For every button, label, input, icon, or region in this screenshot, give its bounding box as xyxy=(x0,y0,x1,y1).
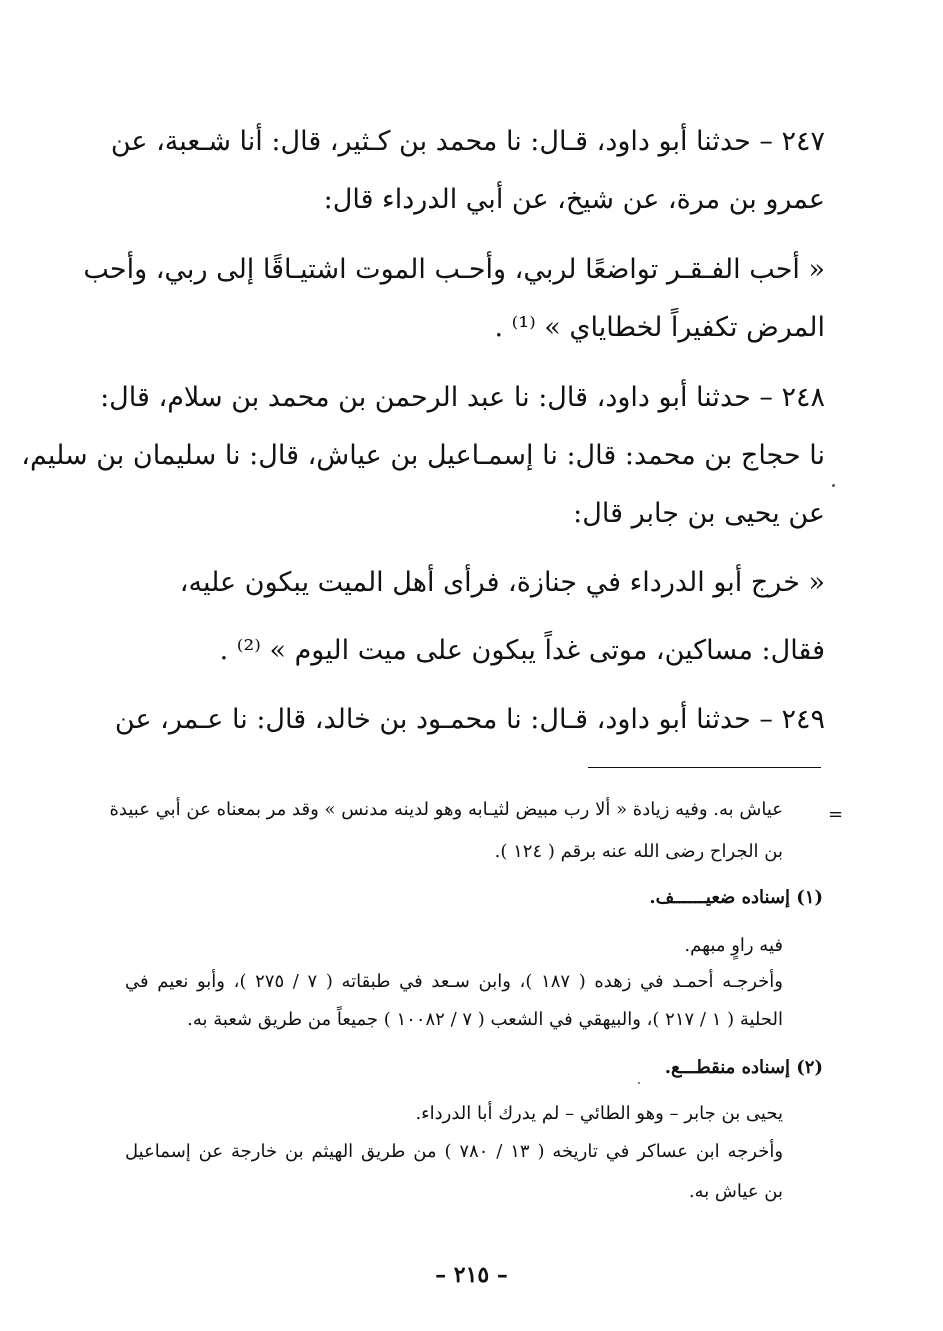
hadith-247-line-2: عمرو بن مرة، عن شيخ، عن أبي الدرداء قال: xyxy=(323,184,825,215)
footnote-2-line-3: بن عياش به. xyxy=(688,1181,783,1202)
continuation-mark: = xyxy=(828,804,844,825)
footnote-1-line-2: وأخرجـه أحمـد في زهده ( ١٨٧ )، وابن سـعد في طبقاته ( ٧ / ٢٧٥ )، وأبو نعيم في xyxy=(125,971,784,992)
footnote-1-heading: (١) إسناده ضعيــــــف. xyxy=(649,887,823,908)
footnote-2-line-1: يحيى بن جابر – وهو الطائي – لم يدرك أبا الدرداء. xyxy=(415,1103,783,1124)
hadith-247-line-1: ٢٤٧ – حدثنا أبو داود، قـال: نا محمد بن كـثير، قال: أنا شـعبة، عن xyxy=(110,126,825,157)
hadith-248-line-5: فقال: مساكين، موتى غداً يبكون على ميت اليوم » ⁽²⁾ . xyxy=(219,635,825,666)
scan-speck xyxy=(832,484,835,487)
hadith-247-line-3: « أحب الفـقـر تواضعًا لربي، وأحـب الموت اشتيـاقًا إلى ربي، وأحب xyxy=(83,254,825,285)
footnote-2-heading: (٢) إسناده منقطـــع. xyxy=(664,1057,823,1078)
hadith-248-line-1: ٢٤٨ – حدثنا أبو داود، قال: نا عبد الرحمن بن محمد بن سلام، قال: xyxy=(100,382,825,413)
hadith-248-line-3: عن يحيى بن جابر قال: xyxy=(573,498,825,529)
footnote-continuation-line-1: عياش به. وفيه زيادة « ألا رب مبيض لثيـابه وهو لدينه مدنس » وقد مر بمعناه عن أبي عبيدة xyxy=(109,799,783,820)
hadith-249-line-1: ٢٤٩ – حدثنا أبو داود، قـال: نا محمـود بن خالد، قال: نا عـمر، عن xyxy=(114,704,825,735)
footnote-divider xyxy=(588,767,821,768)
hadith-248-line-2: نا حجاج بن محمد: قال: نا إسمـاعيل بن عياش، قال: نا سليمان بن سليم، xyxy=(21,440,825,471)
scan-speck xyxy=(638,1082,640,1084)
footnote-2-line-2: وأخرجه ابن عساكر في تاريخه ( ١٣ / ٧٨٠ ) من طريق الهيثم بن خارجة عن إسماعيل xyxy=(125,1141,784,1162)
footnote-1-line-1: فيه راوٍ مبهم. xyxy=(684,935,783,956)
page-number: – ٢١٥ – xyxy=(435,1262,508,1288)
footnote-continuation-line-2: بن الجراح رضى الله عنه برقم ( ١٢٤ ). xyxy=(494,841,783,862)
hadith-248-line-4: « خرج أبو الدرداء في جنازة، فرأى أهل الميت يبكون عليه، xyxy=(179,567,825,598)
hadith-247-line-4: المرض تكفيراً لخطاياي » ⁽¹⁾ . xyxy=(494,312,825,343)
footnote-1-line-3: الحلية ( ١ / ٢١٧ )، والبيهقي في الشعب ( ٧ / ١٠٠٨٢ ) جميعاً من طريق شعبة به. xyxy=(187,1009,783,1030)
